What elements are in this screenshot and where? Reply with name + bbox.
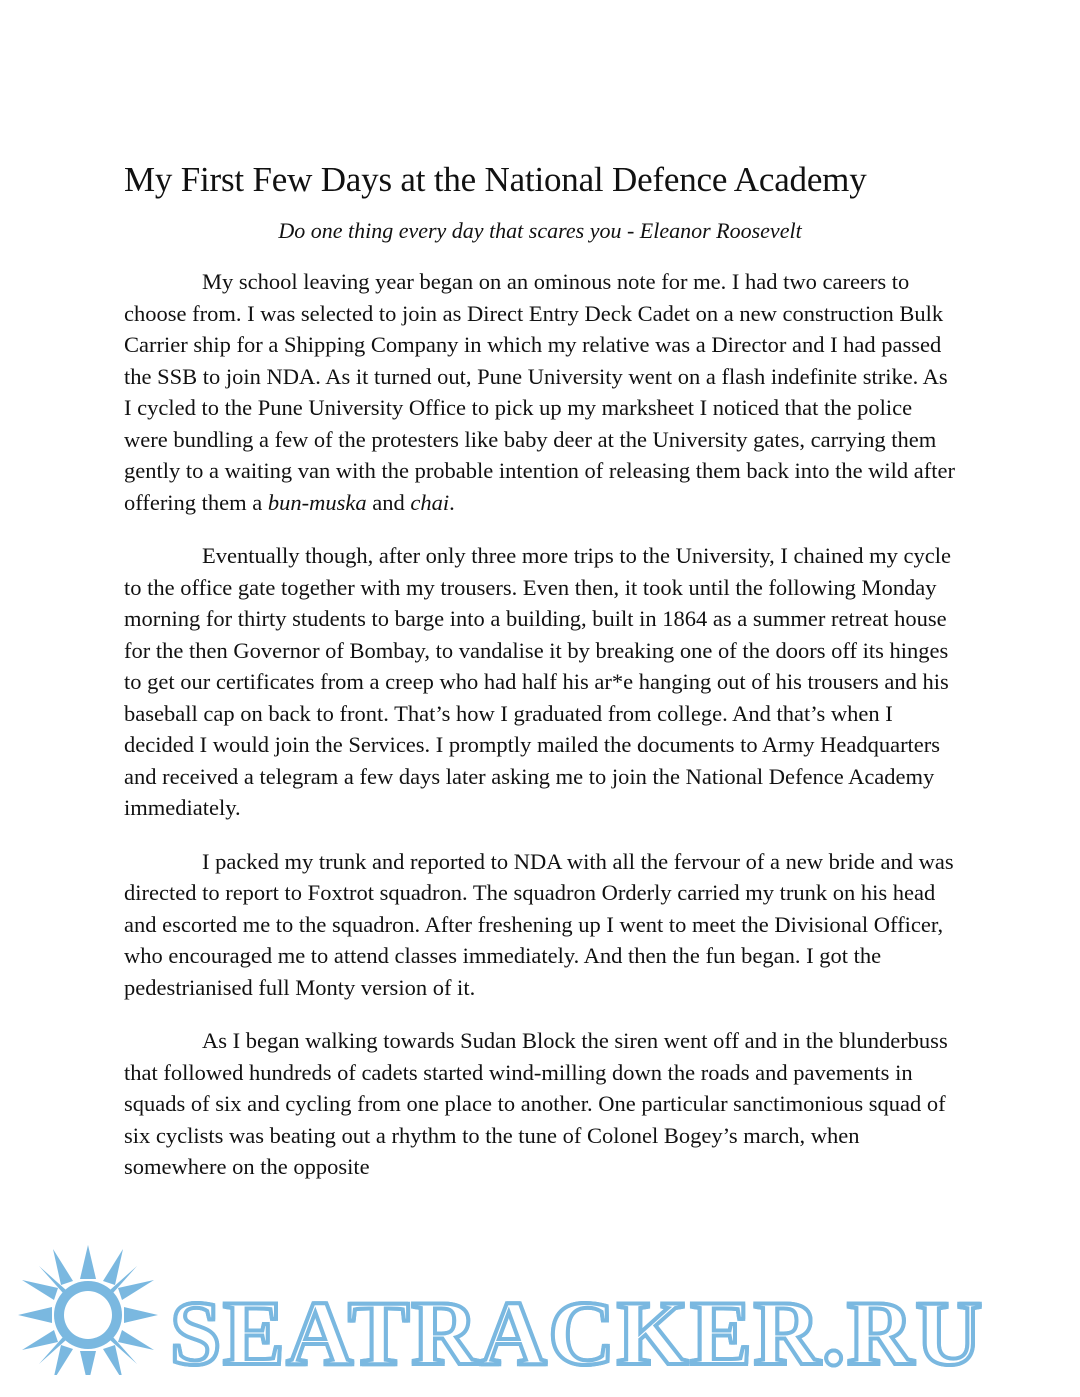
paragraph-3: I packed my trunk and reported to NDA with all the fervour of a new bride and was directed to report to Foxtrot squadron. The squadron Orderly carried my trunk on his head and escorted me to the squadron. After freshening up I went to meet the Divisional Officer, who encouraged me to attend classes immediately. And then the fun began. I got the pedestrianised full Monty version of it. bbox=[124, 848, 954, 1000]
paragraph-1-period: . bbox=[449, 489, 455, 515]
paragraph-4: As I began walking towards Sudan Block the siren went off and in the blunderbuss that followed hundreds of cadets started wind-milling down the roads and pavements in squads of six and cycling from one place to another. One particular sanctimonious squad of six cyclists was beating out a rhythm to the tune of Colonel Bogey’s march, when somewhere on the opposite bbox=[124, 1028, 948, 1180]
document-body bbox=[124, 160, 956, 1205]
paragraph-1 bbox=[124, 266, 956, 518]
sun-icon bbox=[18, 1245, 158, 1375]
paragraph-1-italic-chai: chai bbox=[410, 489, 450, 515]
page-title: My First Few Days at the National Defence Academy bbox=[124, 160, 867, 199]
epigraph: Do one thing every day that scares you - Eleanor Roosevelt bbox=[278, 218, 802, 244]
paragraph-1-text: My school leaving year began on an ominous note for me. I had two careers to choose from. I was selected to join as Direct Entry Deck Cadet on a new construction Bulk Carrier ship for a Shipping Company in which my relative was a Director and I had passed the SSB to join NDA. As it turned out, Pune University went on a flash indefinite strike. As I cycled to the Pune University Office to pick up my marksheet I noticed that the police were bundling a few of the protesters like baby deer at the University gates, carrying them gently to a waiting van with the probable intention of releasing them back into the wild after offering them a bbox=[124, 269, 956, 515]
paragraph-1-conjunction: and bbox=[366, 489, 411, 515]
paragraph-2: Eventually though, after only three more trips to the University, I chained my cycle to the office gate together with my trousers. Even then, it took until the following Monday morning for thirty students to barge into a building, built in 1864 as a summer retreat house for the then Governor of Bombay, to vandalise it by breaking one of the doors off its hinges to get our certificates from a creep who had half his ar*e hanging out of his trousers and his baseball cap on back to front. That’s how I graduated from college. And that’s when I decided I would join the Services. I promptly mailed the documents to Army Headquarters and received a telegram a few days later asking me to join the National Defence Academy immediately. bbox=[124, 543, 951, 821]
watermark-text: SEATRACKER.RU bbox=[170, 1282, 985, 1384]
watermark bbox=[0, 1237, 1080, 1397]
paragraph-1-italic-bun-muska: bun-muska bbox=[267, 489, 367, 515]
